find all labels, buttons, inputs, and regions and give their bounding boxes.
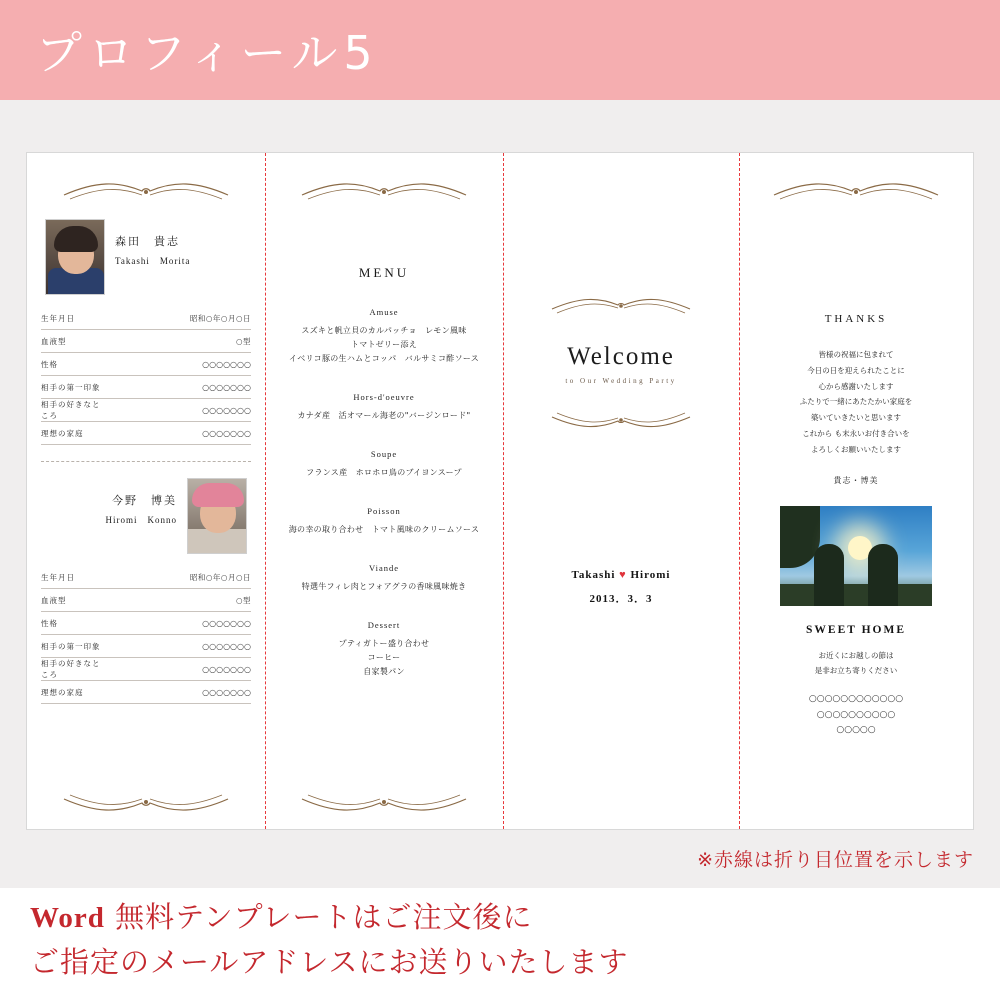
course-name: Hors-d'oeuvre — [353, 392, 415, 402]
panel-menu — [265, 153, 503, 829]
wedding-date: 2013．3．3 — [589, 593, 653, 605]
course-name: Viande — [368, 563, 400, 573]
fold-line-note: ※赤線は折り目位置を示します — [697, 849, 974, 871]
course-line: トマトゼリー添え — [350, 340, 418, 349]
welcome-card — [531, 295, 711, 605]
ornament-top-panel2 — [265, 179, 503, 205]
thanks-body-line: よろしくお願いいたします — [811, 444, 901, 454]
field-value: ○○○○○○○ — [202, 359, 251, 369]
heart-icon: ♥ — [619, 569, 627, 581]
course-name: Soupe — [370, 449, 398, 459]
menu-course — [279, 307, 489, 366]
welcome-couple-names — [531, 569, 711, 606]
ornament-bottom-panel1 — [27, 789, 265, 815]
ornament-bottom-panel2 — [265, 789, 503, 815]
panel-profile — [27, 153, 265, 829]
field-label: 相手の好きなところ — [41, 400, 101, 420]
sweet-home-body — [759, 648, 953, 678]
thanks-body-line: これから も末永いお付き合いを — [802, 428, 910, 438]
course-name: Amuse — [369, 307, 399, 317]
sweet-home-title: SWEET HOME — [806, 624, 906, 637]
address-dot-line: ○○○○○○○○○○ — [816, 709, 896, 720]
field-value: ○○○○○○○ — [202, 428, 251, 438]
field-label: 理想の家庭 — [41, 687, 84, 697]
field-label: 血液型 — [41, 595, 67, 605]
field-row — [41, 307, 251, 330]
profile-person-2 — [27, 478, 265, 554]
word-label: Word — [30, 902, 105, 934]
course-line: 特選牛フィレ肉とフォアグラの香味風味焼き — [301, 582, 467, 591]
field-row — [41, 353, 251, 376]
ornament-welcome-top — [531, 295, 711, 317]
sweet-home-line: お近くにお越しの節は — [818, 651, 894, 661]
welcome-word: Welcome — [567, 343, 675, 370]
profile-person-1 — [27, 219, 265, 295]
field-label: 理想の家庭 — [41, 428, 84, 438]
person2-name-en: Hiromi Konno — [105, 515, 177, 525]
person1-fields — [27, 307, 265, 445]
person2-name-jp: 今野 博美 — [112, 494, 177, 507]
field-row — [41, 658, 251, 681]
thanks-body-line: 皆様の祝福に包まれて — [818, 350, 894, 359]
field-row — [41, 681, 251, 704]
field-label: 生年月日 — [41, 572, 75, 582]
panel-thanks — [739, 153, 973, 829]
field-row — [41, 635, 251, 658]
field-label: 血液型 — [41, 336, 67, 346]
ornament-welcome-bottom — [531, 409, 711, 431]
field-row — [41, 330, 251, 353]
couple-photo — [780, 506, 932, 606]
course-line: カナダ産 活オマール海老の"バージンロード" — [297, 411, 471, 420]
address-dot-line: ○○○○○ — [836, 724, 876, 735]
field-label: 相手の第一印象 — [41, 382, 101, 392]
field-value: ○○○○○○○ — [202, 687, 251, 697]
field-label: 相手の好きなところ — [41, 659, 101, 679]
footer-message — [0, 888, 1000, 1000]
field-value: ○○○○○○○ — [202, 664, 251, 674]
field-row — [41, 376, 251, 399]
menu-content — [265, 265, 503, 679]
thanks-body-line: 心から感謝いたします — [818, 381, 894, 391]
thanks-title: THANKS — [824, 313, 888, 325]
page-title: プロフィール5 — [36, 26, 379, 80]
thanks-body-line: 今日の日を迎えられたことに — [807, 365, 905, 375]
field-row — [41, 399, 251, 422]
menu-title: MENU — [358, 265, 410, 280]
thanks-body-line: ふたりで一緒にあたたかい家庭を — [799, 397, 913, 407]
person1-photo — [45, 219, 105, 295]
course-name: Poisson — [367, 506, 401, 516]
address-dot-line: ○○○○○○○○○○○○ — [808, 694, 904, 705]
welcome-subtitle: to Our Wedding Party — [565, 377, 677, 385]
person2-fields — [27, 566, 265, 704]
field-label: 生年月日 — [41, 313, 75, 323]
groom-name: Takashi — [571, 569, 616, 581]
menu-course — [279, 506, 489, 537]
field-label: 相手の第一印象 — [41, 641, 101, 651]
field-value: ○○○○○○○ — [202, 382, 251, 392]
menu-course — [279, 392, 489, 423]
person1-name-en: Takashi Morita — [115, 256, 191, 266]
course-line: イベリコ豚の生ハムとコッパ バルサミコ酢ソース — [288, 354, 480, 363]
sweet-home-address-placeholder — [759, 692, 953, 738]
course-line: フランス産 ホロホロ鳥のブイヨンスープ — [306, 468, 462, 477]
field-label: 性格 — [41, 618, 58, 628]
sweet-home-line: 是非お立ち寄りください — [814, 666, 898, 676]
panel-welcome — [503, 153, 739, 829]
field-value: ○型 — [235, 595, 251, 605]
course-line: プティガトー盛り合わせ — [338, 639, 430, 648]
ornament-top-panel4 — [739, 179, 973, 205]
person2-photo — [187, 478, 247, 554]
thanks-body-line: 築いていきたいと思います — [811, 413, 901, 422]
field-value: ○型 — [235, 336, 251, 346]
field-value: ○○○○○○○ — [202, 405, 251, 415]
field-row — [41, 566, 251, 589]
thanks-signature: 貴志・博美 — [833, 476, 879, 486]
field-value: 昭和○年○月○日 — [189, 313, 251, 323]
profile-divider — [41, 461, 251, 462]
menu-course — [279, 449, 489, 480]
template-preview-sheet — [26, 152, 974, 830]
course-line: スズキと帆立貝のカルパッチョ レモン風味 — [301, 326, 467, 335]
ornament-top-panel1 — [27, 179, 265, 205]
menu-course — [279, 563, 489, 594]
person1-name-jp: 森田 貴志 — [115, 235, 180, 248]
course-name: Dessert — [367, 620, 401, 630]
field-value: ○○○○○○○ — [202, 641, 251, 651]
course-line: 自家製パン — [363, 667, 405, 676]
field-label: 性格 — [41, 359, 58, 369]
menu-course — [279, 620, 489, 679]
field-value: 昭和○年○月○日 — [189, 572, 251, 582]
field-row — [41, 589, 251, 612]
course-line: コーヒー — [367, 653, 401, 662]
welcome-names-line — [531, 569, 711, 581]
field-value: ○○○○○○○ — [202, 618, 251, 628]
page-header — [0, 0, 1000, 100]
footer-line-1-rest: 無料テンプレートはご注文後に — [104, 900, 533, 934]
footer-line-2: ご指定のメールアドレスにお送りいたします — [30, 944, 629, 979]
thanks-body — [759, 347, 953, 457]
course-line: 海の幸の取り合わせ トマト風味のクリームソース — [288, 525, 480, 534]
footer-line-1 — [30, 896, 1000, 941]
field-row — [41, 422, 251, 445]
thanks-content — [739, 313, 973, 738]
field-row — [41, 612, 251, 635]
bride-name: Hiromi — [630, 569, 671, 581]
